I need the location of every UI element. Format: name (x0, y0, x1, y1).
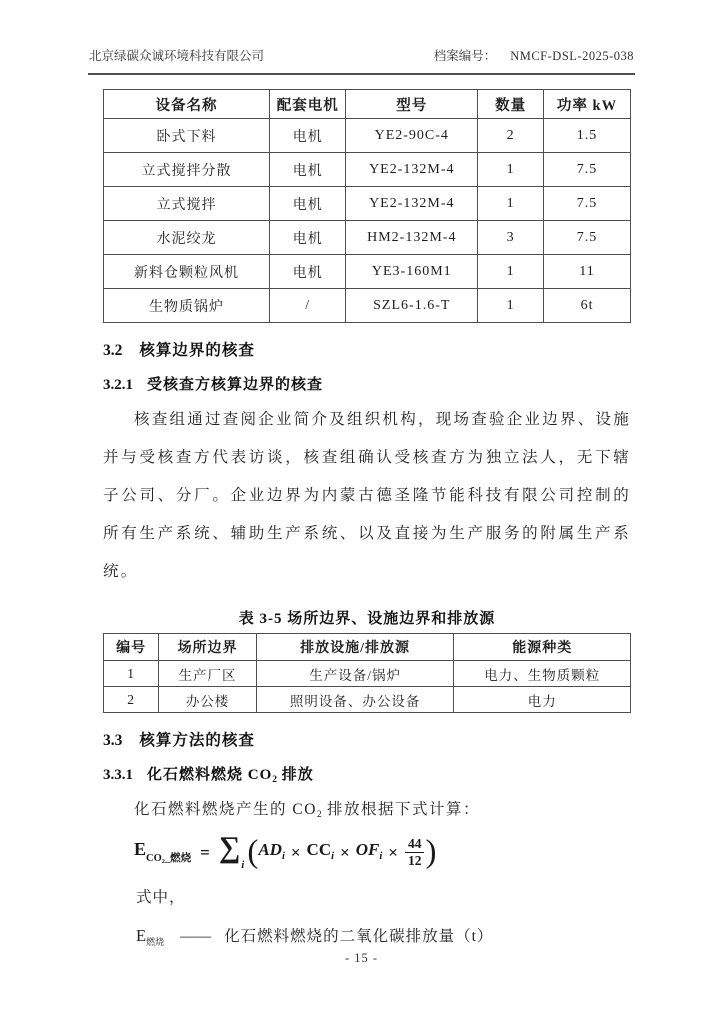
header-archive (434, 46, 634, 64)
definition-text: 化石燃料燃烧的二氧化碳排放量（t） (224, 928, 494, 945)
cell-emission-source: 照明设备、办公设备 (256, 687, 454, 713)
table-row (104, 289, 631, 323)
variable-subscript: i (331, 851, 335, 863)
cell-model: HM2-132M-4 (346, 221, 478, 255)
cell-index: 1 (104, 661, 159, 687)
cell-model: YE2-90C-4 (346, 119, 478, 153)
boundary-verification-paragraph: 核查组通过查阅企业简介及组织机构，现场查验企业边界、设施并与受核查方代表访谈，核查组确认受核查方为独立法人，无下辖子公司、分厂。企业边界为内蒙古德圣隆节能科技有限公司控制的所有生产系统、辅助生产系统、以及直接为生产服务的附属生产系统。 (103, 411, 631, 580)
cell-model: YE2-132M-4 (346, 153, 478, 187)
intro-text: 排放根据下式计算： (321, 801, 481, 818)
title-text: 排放 (277, 767, 314, 783)
col-header-site-boundary: 场所边界 (159, 634, 256, 661)
variable: OF (355, 840, 380, 860)
table-row (104, 687, 631, 713)
cell-quantity: 1 (478, 187, 544, 221)
formula-symbol: E (134, 838, 147, 859)
col-header-energy-type: 能源种类 (454, 634, 631, 661)
section-number: 3.3 (103, 732, 123, 749)
variable-subscript: i (379, 851, 383, 863)
co2-subscript: 2 (272, 775, 278, 785)
co2-subscript: 2 (316, 810, 322, 820)
section-3-2-heading (103, 338, 635, 360)
section-number: 3.3.1 (103, 767, 133, 783)
cell-index: 2 (104, 687, 159, 713)
cell-power: 11 (544, 255, 631, 289)
cell-model: YE2-132M-4 (346, 187, 478, 221)
intro-text: 化石燃料燃烧产生的 CO (134, 801, 317, 818)
col-header-quantity: 数量 (478, 90, 544, 119)
cell-quantity: 2 (478, 119, 544, 153)
multiply-sign: × (388, 842, 398, 862)
numerator: 44 (405, 837, 425, 853)
co2-formula-intro (103, 797, 635, 820)
cell-device-name: 卧式下料 (104, 119, 270, 153)
cell-model: YE3-160M1 (346, 255, 478, 289)
section-number: 3.2 (103, 342, 123, 359)
boundary-header-row (104, 634, 631, 661)
e-symbol: E (136, 926, 147, 945)
col-header-emission-source: 排放设施/排放源 (256, 634, 454, 661)
archive-number: NMCF-DSL-2025-038 (510, 49, 634, 63)
variable: AD (258, 840, 282, 860)
fraction-44-12 (405, 837, 425, 867)
sigma-symbol: ∑ (218, 831, 241, 864)
cell-device-name: 水泥绞龙 (104, 221, 270, 255)
cell-power: 7.5 (544, 221, 631, 255)
table-row (104, 119, 631, 153)
section-3-3-1-heading (103, 763, 635, 785)
cell-energy-type: 电力 (454, 687, 631, 713)
co2-emission-formula (134, 833, 635, 871)
col-header-motor: 配套电机 (270, 90, 346, 119)
table-row (104, 661, 631, 687)
table-row (104, 221, 631, 255)
definition-dash: —— (180, 928, 212, 945)
cell-quantity: 1 (478, 153, 544, 187)
open-paren: ( (247, 833, 259, 870)
section-title (147, 767, 314, 783)
section-3-3-heading (103, 728, 635, 750)
multiply-sign: × (290, 842, 301, 862)
formula-subscript: CO₂_燃烧 (146, 852, 192, 864)
title-text: 化石燃料燃烧 CO (147, 767, 273, 783)
e-symbol-subscript: 燃烧 (146, 937, 165, 947)
equipment-header-row (104, 90, 631, 119)
close-paren: ) (425, 833, 437, 870)
summation (219, 833, 247, 871)
cell-quantity: 1 (478, 289, 544, 323)
col-header-index: 编号 (104, 634, 159, 661)
section-title: 核算边界的核查 (139, 342, 255, 359)
variable: CC (306, 840, 332, 860)
cell-quantity: 3 (478, 221, 544, 255)
cell-energy-type: 电力、生物质颗粒 (454, 661, 631, 687)
cell-device-name: 立式搅拌 (104, 187, 270, 221)
page-header (88, 46, 635, 75)
cell-quantity: 1 (478, 255, 544, 289)
table-row (104, 153, 631, 187)
cell-motor: 电机 (270, 153, 346, 187)
table-3-5-caption: 表 3-5 场所边界、设施边界和排放源 (238, 611, 496, 627)
cell-motor: 电机 (270, 187, 346, 221)
table-row (104, 255, 631, 289)
section-number: 3.2.1 (103, 377, 133, 393)
equals-sign: = (200, 842, 210, 862)
cell-emission-source: 生产设备/锅炉 (256, 661, 454, 687)
equipment-table (103, 89, 631, 323)
section-3-2-1-heading (103, 373, 635, 394)
cell-power: 6t (544, 289, 631, 323)
cell-motor: 电机 (270, 221, 346, 255)
col-header-power: 功率 kW (544, 90, 631, 119)
cell-motor: / (270, 289, 346, 323)
cell-site-boundary: 办公楼 (159, 687, 256, 713)
formula-lhs (134, 840, 191, 865)
where-label: 式中， (136, 889, 186, 906)
denominator: 12 (407, 852, 422, 868)
cell-device-name: 新料仓颗粒风机 (104, 255, 270, 289)
cell-model: SZL6-1.6-T (346, 289, 478, 323)
cell-power: 1.5 (544, 119, 631, 153)
term-OF (356, 841, 383, 863)
term-CC (307, 841, 334, 863)
cell-motor: 电机 (270, 119, 346, 153)
term-AD (258, 841, 285, 863)
page-number: - 15 - (344, 951, 379, 965)
multiply-sign: × (340, 842, 350, 862)
section-title: 受核查方核算边界的核查 (147, 377, 324, 393)
e-symbol-definition (136, 924, 635, 948)
header-company-name: 北京绿碳众诚环境科技有限公司 (89, 49, 265, 63)
boundary-table (103, 633, 631, 713)
table-row (104, 187, 631, 221)
col-header-device-name: 设备名称 (104, 90, 270, 119)
cell-power: 7.5 (544, 153, 631, 187)
sigma-index: i (241, 859, 245, 871)
cell-power: 7.5 (544, 187, 631, 221)
cell-motor: 电机 (270, 255, 346, 289)
section-title: 核算方法的核查 (139, 732, 255, 749)
cell-device-name: 生物质锅炉 (104, 289, 270, 323)
cell-site-boundary: 生产厂区 (159, 661, 256, 687)
col-header-model: 型号 (346, 90, 478, 119)
cell-device-name: 立式搅拌分散 (104, 153, 270, 187)
archive-label: 档案编号： (433, 49, 497, 63)
variable-subscript: i (281, 851, 285, 863)
